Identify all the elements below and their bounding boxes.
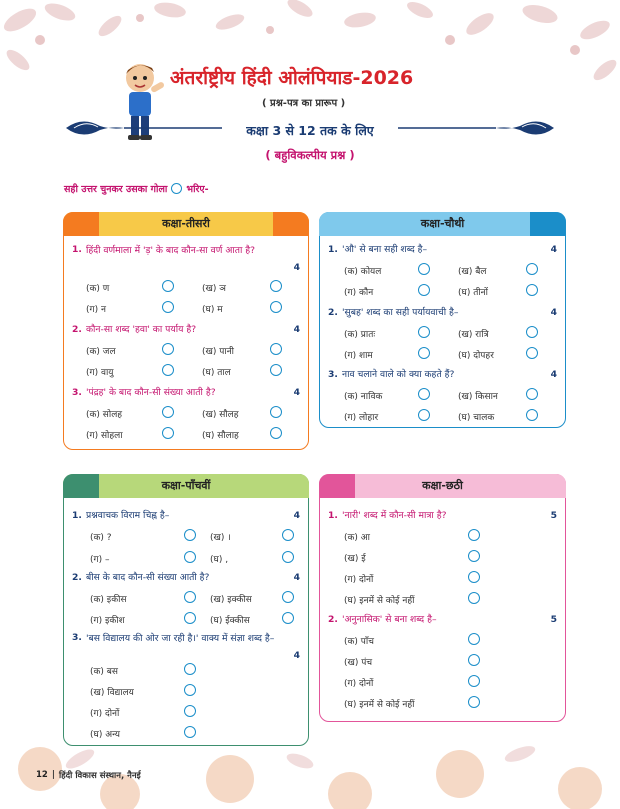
option-label: (घ) दोपहर bbox=[458, 351, 494, 361]
option-radio[interactable] bbox=[418, 284, 430, 296]
question-points: 4 bbox=[293, 510, 300, 521]
option-label: (ख) ञ bbox=[202, 284, 226, 294]
option-label: (ग) दोनों bbox=[344, 575, 374, 585]
option-label: (ग) – bbox=[90, 555, 110, 565]
option-label: (घ) इनमें से कोई नहीं bbox=[344, 700, 415, 710]
question: 3. 'पंद्रह' के बाद कौन-सी संख्या आती है? 4 bbox=[72, 387, 300, 398]
question: 1. 'औ' से बना सही शब्द है– 4 bbox=[328, 244, 557, 255]
option-label: (घ) म bbox=[202, 305, 223, 315]
option-label: (क) सोलह bbox=[86, 410, 123, 420]
option-label: (ख) किसान bbox=[458, 392, 498, 402]
option-label: (घ) सौलाह bbox=[202, 431, 239, 441]
question-text: हिंदी वर्णमाला में 'ड़' के बाद कौन-सा वर्ण आता है? bbox=[86, 245, 256, 256]
option-radio[interactable] bbox=[162, 280, 174, 292]
page-number: 12 bbox=[36, 770, 48, 780]
option-radio[interactable] bbox=[526, 388, 538, 400]
option-radio[interactable] bbox=[270, 280, 282, 292]
question: 2. कौन-सा शब्द 'हवा' का पर्याय है? 4 bbox=[72, 324, 300, 335]
option-radio[interactable] bbox=[282, 529, 294, 541]
question-text: नाव चलाने वाले को क्या कहते हैं? bbox=[342, 369, 455, 380]
option-label: (घ) इनमें से कोई नहीं bbox=[344, 596, 415, 606]
page-title: अंतर्राष्ट्रीय हिंदी ओलंपियाड-2026 bbox=[170, 67, 414, 89]
question-points: 4 bbox=[550, 244, 557, 255]
option-label: (ख) सौलह bbox=[202, 410, 239, 420]
question-text: 'नारी' शब्द में कौन-सी मात्रा है? bbox=[342, 510, 447, 521]
ornament-left-icon bbox=[64, 116, 224, 140]
option-radio[interactable] bbox=[418, 347, 430, 359]
section-class-fifth bbox=[63, 474, 309, 746]
option-label: (ख) रात्रि bbox=[458, 330, 489, 340]
option-radio[interactable] bbox=[184, 529, 196, 541]
option-radio[interactable] bbox=[270, 427, 282, 439]
option-radio[interactable] bbox=[468, 633, 480, 645]
option-label: (ग) दोनों bbox=[90, 709, 120, 719]
option-radio[interactable] bbox=[162, 364, 174, 376]
option-radio[interactable] bbox=[282, 551, 294, 563]
option-radio[interactable] bbox=[162, 301, 174, 313]
option-label: (ख) ई bbox=[344, 554, 366, 564]
option-radio[interactable] bbox=[418, 263, 430, 275]
question: 2. 'अनुनासिक' से बना शब्द है– 5 bbox=[328, 614, 557, 625]
section-class-sixth bbox=[319, 474, 566, 722]
option-label: (ग) लोहार bbox=[344, 413, 379, 423]
publisher-name: हिंदी विकास संस्थान, नैनई bbox=[58, 771, 141, 781]
option-label: (घ) तीनों bbox=[458, 288, 488, 298]
section-class-third bbox=[63, 212, 309, 450]
question-points: 4 bbox=[293, 572, 300, 583]
option-label: (घ) अन्य bbox=[90, 730, 120, 740]
option-radio[interactable] bbox=[526, 284, 538, 296]
option-radio[interactable] bbox=[526, 263, 538, 275]
sample-circle-icon bbox=[171, 183, 182, 194]
option-radio[interactable] bbox=[184, 726, 196, 738]
instruction-text-end: भरिए- bbox=[186, 184, 209, 195]
option-label: (क) ण bbox=[86, 284, 110, 294]
option-label: (घ) ताल bbox=[202, 368, 231, 378]
option-radio[interactable] bbox=[282, 612, 294, 624]
question-text: 'बस विद्यालय की ओर जा रही है।' वाक्य में संज्ञा शब्द है– bbox=[86, 633, 275, 644]
page-footer: 12 | हिंदी विकास संस्थान, नैनई bbox=[36, 770, 141, 781]
option-label: (ख) बैल bbox=[458, 267, 487, 277]
option-label: (क) पाँच bbox=[344, 637, 374, 647]
section-title: कक्षा-चौथी bbox=[420, 217, 465, 230]
option-label: (ग) वायु bbox=[86, 368, 114, 378]
option-radio[interactable] bbox=[468, 571, 480, 583]
option-radio[interactable] bbox=[418, 388, 430, 400]
question-points: 4 bbox=[550, 307, 557, 318]
option-radio[interactable] bbox=[184, 663, 196, 675]
mcq-label: ( बहुविकल्पीय प्रश्न ) bbox=[265, 148, 355, 162]
option-label: (ग) इकीश bbox=[90, 616, 125, 626]
question-text: 'औ' से बना सही शब्द है– bbox=[342, 244, 428, 255]
question-points: 4 bbox=[293, 387, 300, 398]
question-points: 4 bbox=[293, 324, 300, 335]
question: 1. 'नारी' शब्द में कौन-सी मात्रा है? 5 bbox=[328, 510, 557, 521]
question-points: 5 bbox=[550, 510, 557, 521]
option-label: (क) बस bbox=[90, 667, 119, 677]
option-radio[interactable] bbox=[184, 551, 196, 563]
question-text: 'अनुनासिक' से बना शब्द है– bbox=[342, 614, 437, 625]
option-radio[interactable] bbox=[468, 550, 480, 562]
option-radio[interactable] bbox=[468, 654, 480, 666]
question-points: 5 bbox=[550, 614, 557, 625]
option-label: (ग) न bbox=[86, 305, 106, 315]
option-label: (ख) विद्यालय bbox=[90, 688, 134, 698]
page-subtitle: ( प्रश्न-पत्र का प्रारूप ) bbox=[262, 98, 346, 109]
option-label: (ग) शाम bbox=[344, 351, 373, 361]
question-text: कौन-सा शब्द 'हवा' का पर्याय है? bbox=[86, 324, 197, 335]
option-radio[interactable] bbox=[270, 364, 282, 376]
section-title: कक्षा-तीसरी bbox=[162, 217, 210, 230]
section-header bbox=[319, 212, 566, 236]
section-class-fourth bbox=[319, 212, 566, 428]
question: 1. हिंदी वर्णमाला में 'ड़' के बाद कौन-सा वर्ण आता है? 4 bbox=[72, 244, 300, 273]
option-radio[interactable] bbox=[184, 684, 196, 696]
option-label: (क) नाविक bbox=[344, 392, 383, 402]
question: 2. 'सुबह' शब्द का सही पर्यायवाची है– 4 bbox=[328, 307, 557, 318]
option-radio[interactable] bbox=[468, 592, 480, 604]
question-text: 'सुबह' शब्द का सही पर्यायवाची है– bbox=[342, 307, 459, 318]
option-label: (ग) कौन bbox=[344, 288, 374, 298]
option-radio[interactable] bbox=[184, 705, 196, 717]
option-radio[interactable] bbox=[270, 343, 282, 355]
section-title: कक्षा-पाँचवीं bbox=[161, 479, 211, 492]
option-label: (क) ? bbox=[90, 533, 112, 543]
option-label: (घ) ईक्कीस bbox=[210, 616, 250, 626]
option-radio[interactable] bbox=[162, 427, 174, 439]
question: 2. बीस के बाद कौन-सी संख्या आती है? 4 bbox=[72, 572, 300, 583]
option-radio[interactable] bbox=[162, 406, 174, 418]
option-radio[interactable] bbox=[468, 696, 480, 708]
section-header bbox=[63, 212, 309, 236]
option-label: (ख) पंच bbox=[344, 658, 373, 668]
section-title: कक्षा-छठी bbox=[422, 479, 463, 492]
option-label: (क) प्रातः bbox=[344, 330, 376, 340]
section-header bbox=[63, 474, 309, 498]
option-radio[interactable] bbox=[418, 326, 430, 338]
option-label: (ग) सोहला bbox=[86, 431, 123, 441]
question-text: प्रश्नवाचक विराम चिह्न है– bbox=[86, 510, 170, 521]
option-radio[interactable] bbox=[270, 301, 282, 313]
instruction-line bbox=[64, 182, 209, 195]
option-radio[interactable] bbox=[184, 591, 196, 603]
section-header bbox=[319, 474, 566, 498]
option-radio[interactable] bbox=[162, 343, 174, 355]
option-label: (ख) । bbox=[210, 533, 231, 543]
question: 1. प्रश्नवाचक विराम चिह्न है– 4 bbox=[72, 510, 300, 521]
instruction-text: सही उत्तर चुनकर उसका गोला bbox=[64, 184, 168, 195]
option-label: (ख) इक्कीस bbox=[210, 595, 252, 605]
option-label: (क) आ bbox=[344, 533, 370, 543]
option-radio[interactable] bbox=[418, 409, 430, 421]
option-label: (क) जल bbox=[86, 347, 116, 357]
ornament-right-icon bbox=[396, 116, 556, 140]
question-text: बीस के बाद कौन-सी संख्या आती है? bbox=[86, 572, 210, 583]
option-label: (क) कोयल bbox=[344, 267, 382, 277]
question-points: 4 bbox=[293, 262, 300, 273]
question: 3. नाव चलाने वाले को क्या कहते हैं? 4 bbox=[328, 369, 557, 380]
option-radio[interactable] bbox=[184, 612, 196, 624]
option-label: (ग) दोनों bbox=[344, 679, 374, 689]
option-radio[interactable] bbox=[270, 406, 282, 418]
option-radio[interactable] bbox=[468, 675, 480, 687]
option-label: (ख) पानी bbox=[202, 347, 235, 357]
option-radio[interactable] bbox=[468, 529, 480, 541]
question-text: 'पंद्रह' के बाद कौन-सी संख्या आती है? bbox=[86, 387, 216, 398]
option-radio[interactable] bbox=[526, 326, 538, 338]
option-radio[interactable] bbox=[282, 591, 294, 603]
question-points: 4 bbox=[550, 369, 557, 380]
question-points: 4 bbox=[293, 650, 300, 661]
option-label: (घ) , bbox=[210, 555, 229, 565]
class-range-heading: कक्षा 3 से 12 तक के लिए bbox=[246, 123, 374, 138]
option-radio[interactable] bbox=[526, 409, 538, 421]
question: 3. 'बस विद्यालय की ओर जा रही है।' वाक्य में संज्ञा शब्द है– 4 bbox=[72, 632, 300, 661]
option-label: (घ) चालक bbox=[458, 413, 495, 423]
option-label: (क) इकीस bbox=[90, 595, 127, 605]
option-radio[interactable] bbox=[526, 347, 538, 359]
